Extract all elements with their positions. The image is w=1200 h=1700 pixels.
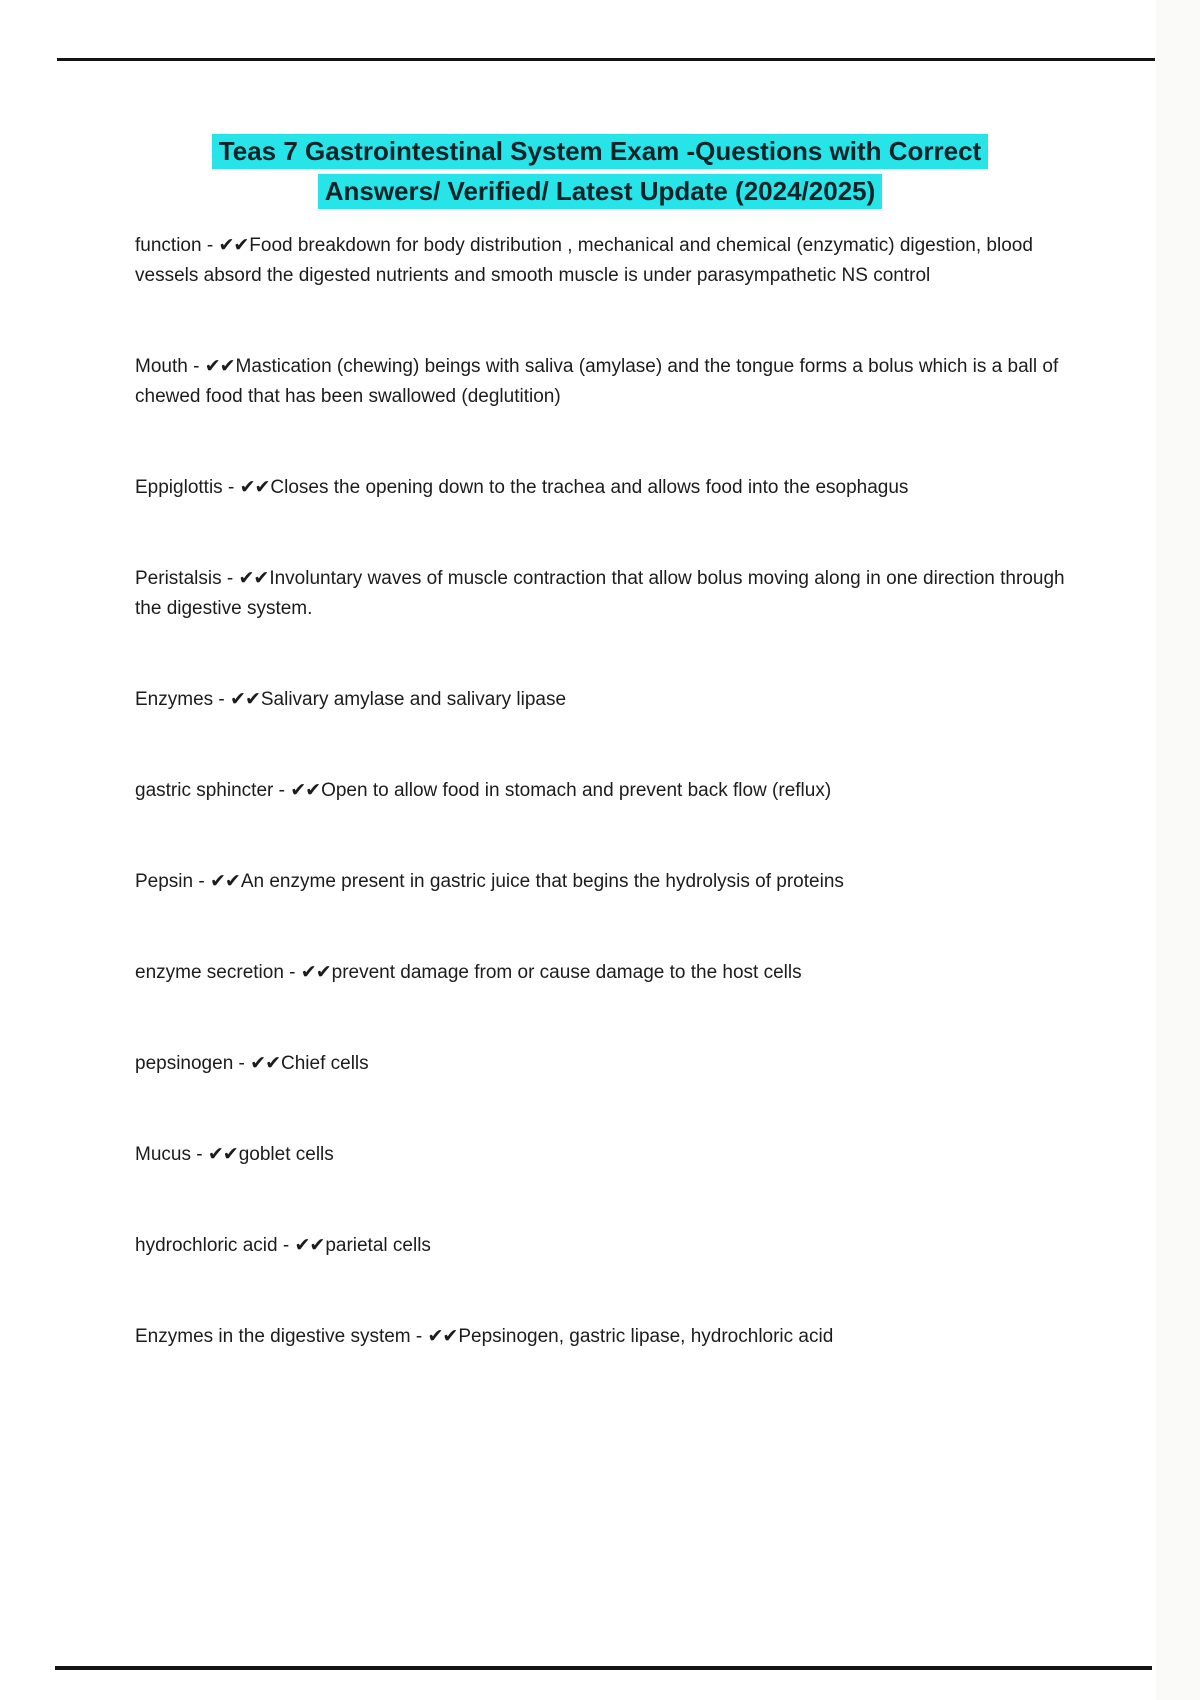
- qa-separator: -: [190, 1144, 208, 1165]
- qa-answer: Salivary amylase and salivary lipase: [260, 689, 567, 710]
- qa-term: hydrochloric acid: [135, 1235, 278, 1256]
- qa-answer: Food breakdown for body distribution , mechanical and chemical (enzymatic) digestion, blood vessels absord the digested nutrients and smooth muscle is under parasympathetic NS control: [135, 235, 1033, 286]
- top-divider: [57, 58, 1155, 61]
- qa-term: Eppiglottis: [135, 477, 223, 498]
- qa-separator: -: [233, 1053, 251, 1074]
- scan-artifact-band: [1156, 0, 1200, 1700]
- double-checkmark-icon: ✔✔: [239, 477, 270, 498]
- qa-answer: Pepsinogen, gastric lipase, hydrochloric acid: [458, 1326, 834, 1347]
- qa-answer: An enzyme present in gastric juice that begins the hydrolysis of proteins: [240, 871, 844, 892]
- qa-term: Pepsin: [135, 871, 194, 892]
- qa-item: [135, 958, 1067, 988]
- qa-term: Peristalsis: [135, 568, 222, 589]
- qa-answer: goblet cells: [238, 1144, 334, 1165]
- qa-separator: -: [213, 689, 231, 710]
- double-checkmark-icon: ✔✔: [218, 235, 249, 256]
- qa-item: [135, 776, 1067, 806]
- double-checkmark-icon: ✔✔: [427, 1326, 458, 1347]
- qa-separator: -: [193, 871, 210, 892]
- qa-list: [135, 231, 1067, 1413]
- bottom-divider: [55, 1666, 1152, 1670]
- qa-item: [135, 231, 1067, 291]
- double-checkmark-icon: ✔✔: [294, 1235, 325, 1256]
- qa-separator: -: [410, 1326, 428, 1347]
- double-checkmark-icon: ✔✔: [238, 568, 269, 589]
- qa-separator: -: [277, 1235, 295, 1256]
- qa-answer: parietal cells: [325, 1235, 431, 1256]
- qa-term: pepsinogen: [135, 1053, 234, 1074]
- double-checkmark-icon: ✔✔: [204, 356, 235, 377]
- qa-separator: -: [283, 962, 301, 983]
- title-highlight: Teas 7 Gastrointestinal System Exam -Questions with Correct: [212, 134, 988, 169]
- qa-term: enzyme secretion: [135, 962, 284, 983]
- title-highlight: Answers/ Verified/ Latest Update (2024/2025): [318, 174, 883, 209]
- qa-separator: -: [221, 568, 239, 589]
- qa-answer: Chief cells: [281, 1053, 369, 1074]
- title-line-2: [0, 171, 1200, 211]
- qa-item: [135, 685, 1067, 715]
- qa-separator: -: [187, 356, 205, 377]
- qa-answer: Mastication (chewing) beings with saliva (amylase) and the tongue forms a bolus which is a ball of chewed food that has been swallowed (deglutition): [135, 356, 1059, 407]
- qa-item: [135, 1049, 1067, 1079]
- double-checkmark-icon: ✔✔: [290, 780, 321, 801]
- qa-item: [135, 473, 1067, 503]
- double-checkmark-icon: ✔✔: [230, 689, 260, 710]
- qa-separator: -: [222, 477, 240, 498]
- qa-term: Enzymes in the digestive system: [135, 1326, 411, 1347]
- qa-term: Mucus: [135, 1144, 191, 1165]
- double-checkmark-icon: ✔✔: [207, 1144, 238, 1165]
- qa-term: function: [135, 235, 202, 256]
- title-line-1: [0, 131, 1200, 171]
- double-checkmark-icon: ✔✔: [250, 1053, 280, 1074]
- qa-term: Mouth: [135, 356, 188, 377]
- qa-separator: -: [273, 780, 291, 801]
- qa-item: [135, 564, 1067, 624]
- qa-term: Enzymes: [135, 689, 214, 710]
- page-title: [0, 131, 1200, 211]
- qa-answer: Closes the opening down to the trachea and allows food into the esophagus: [270, 477, 909, 498]
- qa-answer: Involuntary waves of muscle contraction that allow bolus moving along in one direction through the digestive system.: [135, 568, 1065, 619]
- double-checkmark-icon: ✔✔: [300, 962, 331, 983]
- qa-term: gastric sphincter: [135, 780, 274, 801]
- qa-item: [135, 1140, 1067, 1170]
- qa-separator: -: [201, 235, 219, 256]
- qa-item: [135, 1322, 1067, 1352]
- qa-answer: prevent damage from or cause damage to the host cells: [331, 962, 802, 983]
- double-checkmark-icon: ✔✔: [210, 871, 240, 892]
- qa-item: [135, 1231, 1067, 1261]
- qa-item: [135, 352, 1067, 412]
- qa-answer: Open to allow food in stomach and prevent back flow (reflux): [321, 780, 832, 801]
- qa-item: [135, 867, 1067, 897]
